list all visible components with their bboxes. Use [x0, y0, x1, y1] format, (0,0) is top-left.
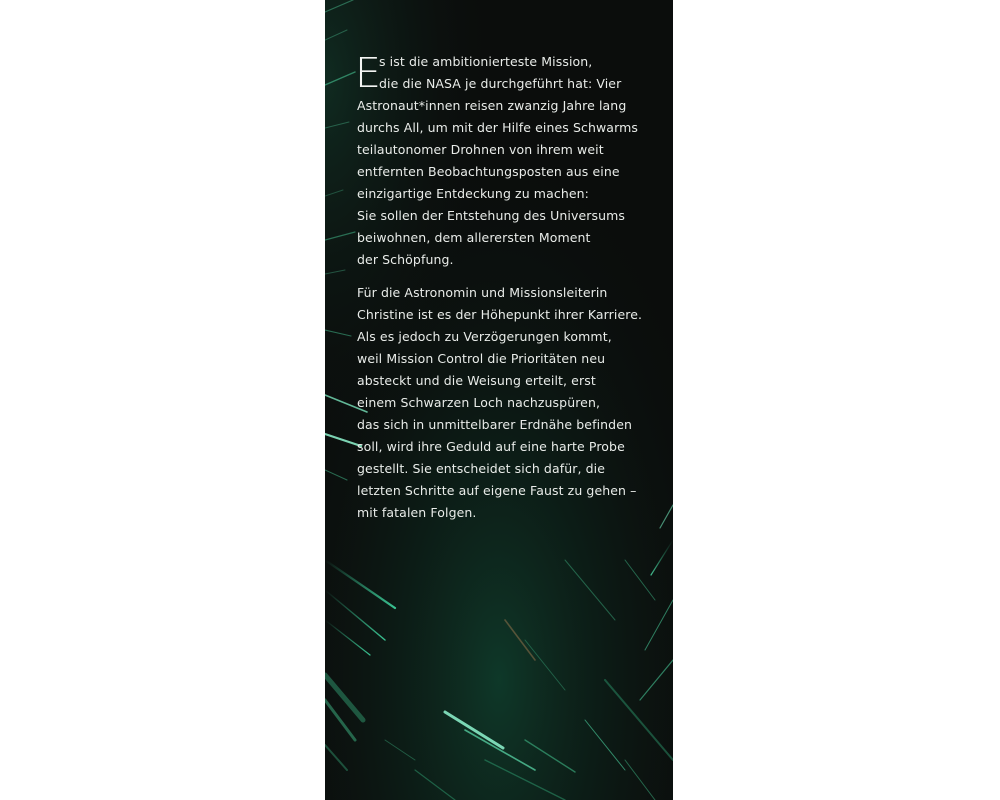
text-line: teilautonomer Drohnen von ihrem weit	[357, 142, 604, 157]
text-line: durchs All, um mit der Hilfe eines Schwarms	[357, 120, 638, 135]
text-line: Als es jedoch zu Verzögerungen kommt,	[357, 329, 612, 344]
text-line: Für die Astronomin und Missionsleiterin	[357, 285, 608, 300]
text-line: die die NASA je durchgeführt hat: Vier	[379, 76, 622, 91]
text-line: einzigartige Entdeckung zu machen:	[357, 186, 589, 201]
text-line: absteckt und die Weisung erteilt, erst	[357, 373, 596, 388]
text-line: beiwohnen, dem allerersten Moment	[357, 230, 591, 245]
drop-cap: E	[355, 49, 382, 97]
text-line: letzten Schritte auf eigene Faust zu gehen –	[357, 483, 637, 498]
text-line: s ist die ambitionierteste Mission,	[379, 54, 593, 69]
text-line: einem Schwarzen Loch nachzuspüren,	[357, 395, 601, 410]
text-line: gestellt. Sie entscheidet sich dafür, die	[357, 461, 606, 476]
text-line: der Schöpfung.	[357, 252, 454, 267]
text-line: Christine ist es der Höhepunkt ihrer Karriere.	[357, 307, 643, 322]
text-line: Sie sollen der Entstehung des Universums	[357, 208, 626, 223]
text-line: weil Mission Control die Prioritäten neu	[357, 351, 606, 366]
blurb-text	[357, 51, 657, 524]
book-cover-panel	[325, 0, 673, 800]
paragraph-2	[357, 282, 657, 524]
text-line: soll, wird ihre Geduld auf eine harte Probe	[357, 439, 625, 454]
text-line: mit fatalen Folgen.	[357, 505, 477, 520]
text-line: entfernten Beobachtungsposten aus eine	[357, 164, 620, 179]
text-line: das sich in unmittelbarer Erdnähe befinden	[357, 417, 633, 432]
text-line: Astronaut*innen reisen zwanzig Jahre lang	[357, 98, 627, 113]
paragraph-1	[357, 51, 657, 271]
